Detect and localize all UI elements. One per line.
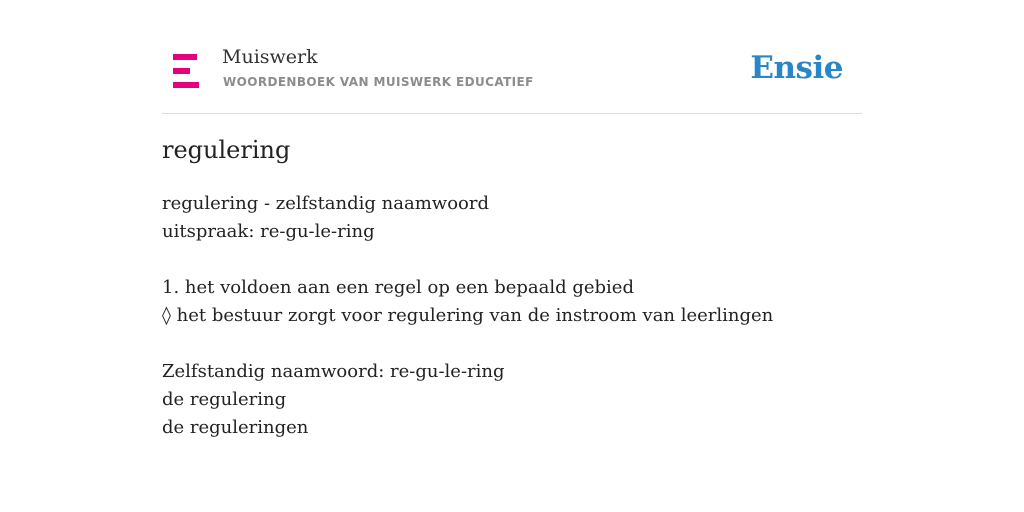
site-header [162, 0, 862, 114]
spacer [162, 246, 862, 274]
part-of-speech-line: regulering - zelfstandig naamwoord [162, 193, 489, 214]
logo-bar-bottom [173, 82, 199, 88]
brand-subtitle: WOORDENBOEK VAN MUISWERK EDUCATIEF [223, 75, 534, 89]
logo-bar-middle [173, 68, 190, 74]
entry-content [162, 190, 862, 442]
example-line: ◊ het bestuur zorgt voor regulering van de instroom van leerlingen [162, 305, 774, 326]
grammar-heading: Zelfstandig naamwoord: re-gu-le-ring [162, 361, 505, 382]
muiswerk-e-logo-icon[interactable] [173, 54, 199, 88]
entry-title: regulering [162, 136, 291, 164]
plural-form: de reguleringen [162, 417, 309, 438]
ensie-logo[interactable]: Ensie [750, 50, 843, 86]
logo-bar-top [173, 54, 197, 60]
dictionary-page [162, 0, 862, 512]
definition-line: 1. het voldoen aan een regel op een bepaald gebied [162, 277, 634, 298]
singular-form: de regulering [162, 389, 287, 410]
pronunciation-line: uitspraak: re-gu-le-ring [162, 221, 375, 242]
spacer [162, 330, 862, 358]
brand-name[interactable]: Muiswerk [222, 46, 318, 68]
